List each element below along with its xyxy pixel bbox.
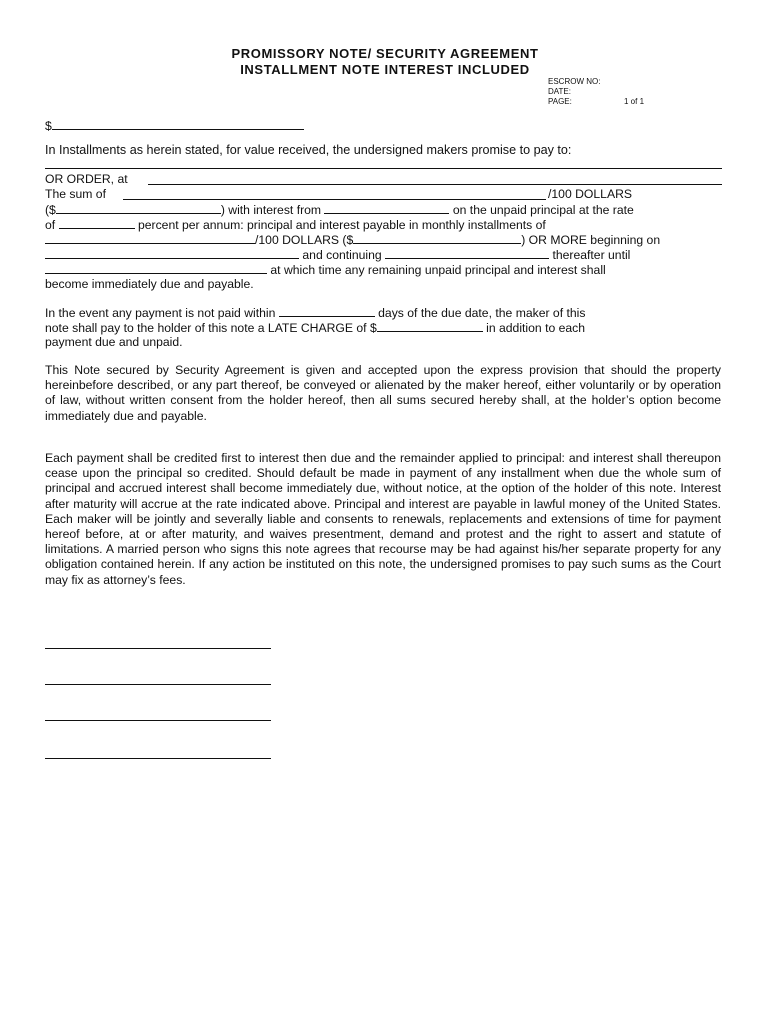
late-charge-text-2: days of the due date, the maker of this	[378, 306, 586, 320]
thereafter-until-label: thereafter until	[552, 248, 631, 262]
late-charge-text-1: In the event any payment is not paid within	[45, 306, 276, 320]
installment-words-field[interactable]	[45, 232, 255, 244]
payment-terms-paragraph: Each payment shall be credited first to interest then due and the remainder applied to principal: and interest shall thereupon cease upon the principal so credited. Should default be made in payment of any installment when due the whole sum of principal and accrued interest shall become immediately due, without notice, at the option of the holder of this note. Interest after maturity will accrue at the rate indicated above. Principal and interest are payable in lawful money of the United States. Each maker will be jointly and severally liable and consents to renewals, replacements and extensions of time for payment hereof before, at or after maturity, and waives presentment, demand and protest and the right to assert and statute of limitations. A married person who signs this note agrees that recourse may be had against his/her separate property for any obligation contained herein. If any action be instituted on this note, the undersigned promises to pay such sums as the Court may fix as attorney’s fees.	[45, 451, 721, 587]
security-agreement-paragraph: This Note secured by Security Agreement is given and accepted upon the express provision that should the property hereinbefore described, or any part thereof, be conveyed or alienated by the maker hereof, either voluntarily or by operation of law, without written consent from the holder hereof, then all sums secured hereby shall, at the holder’s option become immediately due and payable.	[45, 363, 721, 423]
installment-amount-line	[45, 232, 660, 247]
dollar-sign: $	[45, 119, 52, 133]
late-charge-text-5: payment due and unpaid.	[45, 335, 183, 349]
signature-line-2[interactable]	[45, 684, 271, 685]
signature-line-4[interactable]	[45, 758, 271, 759]
or-more-beginning-label: ) OR MORE beginning on	[521, 233, 661, 247]
grace-days-field[interactable]	[279, 305, 375, 317]
maturity-line	[45, 262, 606, 277]
payment-frequency-field[interactable]	[385, 247, 549, 259]
unpaid-principal-label: on the unpaid principal at the rate	[452, 203, 634, 217]
sum-words-field[interactable]	[123, 199, 546, 200]
rate-line	[45, 217, 546, 232]
page-label: PAGE:	[548, 97, 572, 106]
and-continuing-label: and continuing	[302, 248, 382, 262]
paren-dollar: ($	[45, 203, 56, 217]
or-order-label: OR ORDER, at	[45, 172, 128, 186]
of-label: of	[45, 218, 56, 232]
interest-rate-field[interactable]	[59, 217, 135, 229]
percent-per-annum-label: percent per annum: principal and interest payable in monthly installments of	[137, 218, 546, 232]
late-charge-line-2	[45, 320, 585, 335]
remaining-unpaid-label: at which time any remaining unpaid principal and interest shall	[270, 263, 606, 277]
installment-hundred-label: /100 DOLLARS ($	[255, 233, 354, 247]
document-subtitle: INSTALLMENT NOTE INTEREST INCLUDED	[240, 62, 530, 77]
page-number: 1 of 1	[624, 97, 645, 106]
late-charge-amount-field[interactable]	[377, 320, 483, 332]
interest-line	[45, 202, 634, 217]
installment-figures-field[interactable]	[353, 232, 521, 244]
sum-line	[45, 187, 106, 201]
sum-figures-field[interactable]	[56, 202, 221, 214]
amount-line	[45, 118, 304, 133]
installments-text: In Installments as herein stated, for value received, the undersigned makers promise to pay to:	[45, 143, 572, 157]
continuing-line	[45, 247, 630, 262]
or-order-line	[45, 172, 128, 186]
late-charge-text-4: in addition to each	[486, 321, 586, 335]
first-payment-date-field[interactable]	[45, 247, 299, 259]
payment-location-field[interactable]	[148, 184, 722, 185]
hundred-dollars-label: /100 DOLLARS	[548, 187, 633, 201]
interest-start-date-field[interactable]	[324, 202, 449, 214]
document-title: PROMISSORY NOTE/ SECURITY AGREEMENT	[231, 46, 539, 61]
with-interest-from-label: ) with interest from	[220, 203, 322, 217]
late-charge-text-3: note shall pay to the holder of this note a LATE CHARGE of $	[45, 321, 377, 335]
amount-field[interactable]	[52, 118, 304, 130]
signature-line-3[interactable]	[45, 720, 271, 721]
date-label: DATE:	[548, 87, 571, 96]
become-due-text: become immediately due and payable.	[45, 277, 254, 291]
escrow-number-label: ESCROW NO:	[548, 77, 601, 86]
sum-of-label: The sum of	[45, 187, 106, 201]
late-charge-line-1	[45, 305, 585, 320]
payee-field[interactable]	[45, 168, 722, 169]
signature-line-1[interactable]	[45, 648, 271, 649]
maturity-date-field[interactable]	[45, 262, 267, 274]
